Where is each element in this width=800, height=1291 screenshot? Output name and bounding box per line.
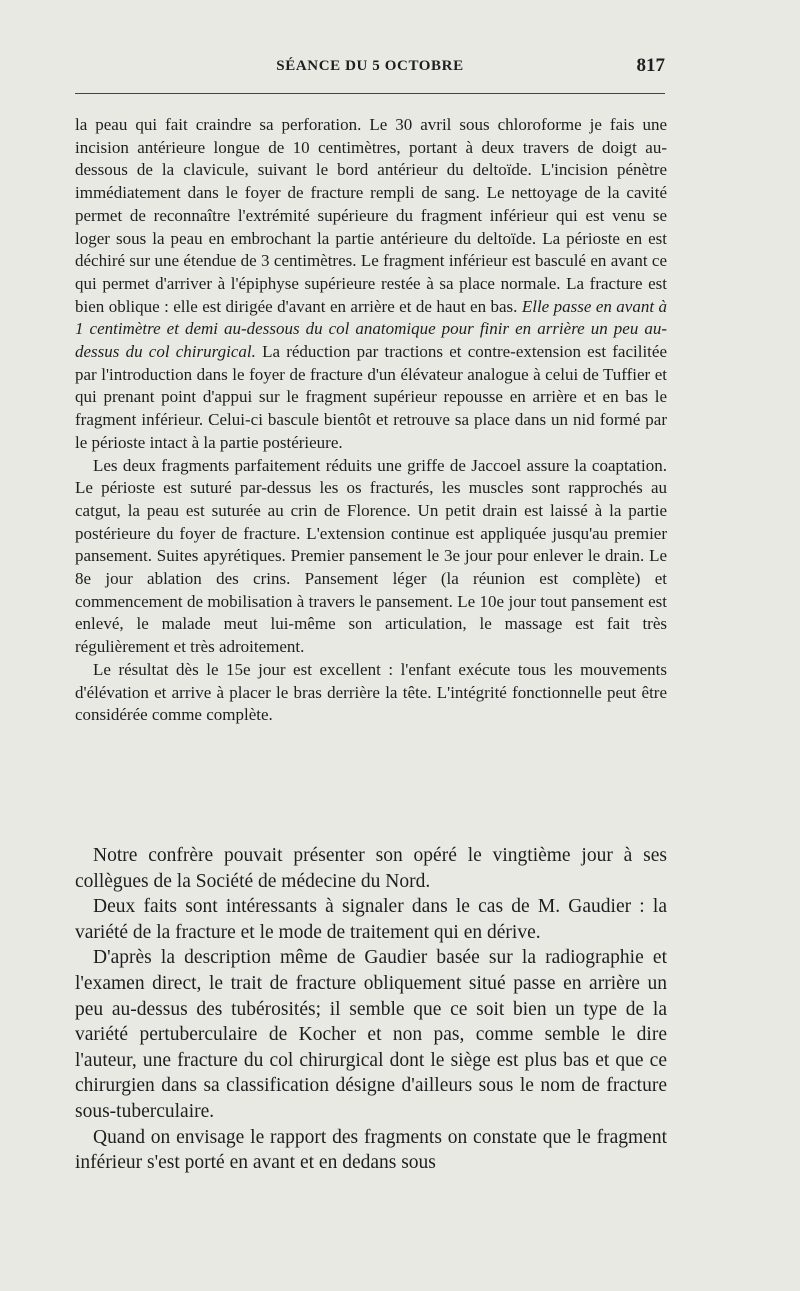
header-rule: [75, 93, 665, 94]
running-head: SÉANCE DU 5 OCTOBRE: [276, 58, 464, 74]
quote-paragraph-1: [75, 114, 667, 455]
quote-paragraph-1-text-b: La réduction par tractions et contre-extension est facilitée par l'introduction dans le foyer de fracture d'un élévateur analogue à celui de Tuffier et qui prenant point d'appui sur le fragment supérieur repousse en arrière et en bas le fragment inférieur. Celui-ci bascule bientôt et retrouve sa place dans un nid formé par le périoste intact à la partie postérieure.: [75, 342, 667, 452]
main-text: [75, 843, 667, 1176]
quote-paragraph-1-text-a: la peau qui fait craindre sa perforation. Le 30 avril sous chloroforme je fais une incision antérieure longue de 10 centimètres, portant à deux travers de doigt au-dessous de la clavicule, suivant le bord antérieur du deltoïde. L'incision pénètre immédiatement dans le foyer de fracture rempli de sang. Le nettoyage de la cavité permet de reconnaître l'extrémité supérieure du fragment inférieur qui est venu se loger sous la peau en embrochant la partie antérieure du deltoïde. La périoste en est déchiré sur une étendue de 3 centimètres. Le fragment inférieur est basculé en avant ce qui permet d'arriver à l'épiphyse supérieure restée à sa place normale. La fracture est bien oblique : elle est dirigée d'avant en arrière et de haut en bas.: [75, 115, 667, 316]
quote-paragraph-2: Les deux fragments parfaitement réduits une griffe de Jaccoel assure la coaptation. Le périoste est suturé par-dessus les os fracturés, les muscles sont rapprochés au catgut, la peau est suturée au crin de Florence. Un petit drain est laissé à la partie postérieure du foyer de fracture. L'extension continue est appliquée jusqu'au premier pansement. Suites apyrétiques. Premier pansement le 3e jour pour enlever le drain. Le 8e jour ablation des crins. Pansement léger (la réunion est complète) et commencement de mobilisation à travers le pansement. Le 10e jour tout pansement est enlevé, le malade meut lui-même son articulation, le massage est fait très régulièrement et très adroitement.: [75, 455, 667, 657]
page-header: [75, 55, 665, 88]
quoted-case-report: [75, 114, 667, 727]
main-paragraph-1: Notre confrère pouvait présenter son opéré le vingtième jour à ses collègues de la Société de médecine du Nord.: [75, 845, 667, 892]
quote-paragraph-3: Le résultat dès le 15e jour est excellent : l'enfant exécute tous les mouvements d'élévation et arrive à placer le bras derrière la tête. L'intégrité fonctionnelle peut être considérée comme complète.: [75, 659, 667, 725]
quote-paragraph-1-italic: Elle passe en avant à 1 centimètre et demi au-dessous du col anatomique pour finir en arrière un peu au-dessus du col chirurgical.: [75, 296, 668, 362]
page-number: 817: [636, 55, 665, 76]
main-paragraph-2: Deux faits sont intéressants à signaler dans le cas de M. Gaudier : la variété de la fracture et le mode de traitement qui en dérive.: [75, 896, 667, 943]
main-paragraph-3: D'après la description même de Gaudier basée sur la radiographie et l'examen direct, le trait de fracture obliquement situé passe en arrière un peu au-dessus des tubérosités; il semble que ce soit bien un type de la variété pertuberculaire de Kocher et non pas, comme semble le dire l'auteur, une fracture du col chirurgical dont le siège est plus bas et que ce chirurgien dans sa classification désigne d'ailleurs sous le nom de fracture sous-tuberculaire.: [75, 947, 667, 1122]
main-paragraph-4: Quand on envisage le rapport des fragments on constate que le fragment inférieur s'est porté en avant et en dedans sous: [75, 1126, 667, 1174]
